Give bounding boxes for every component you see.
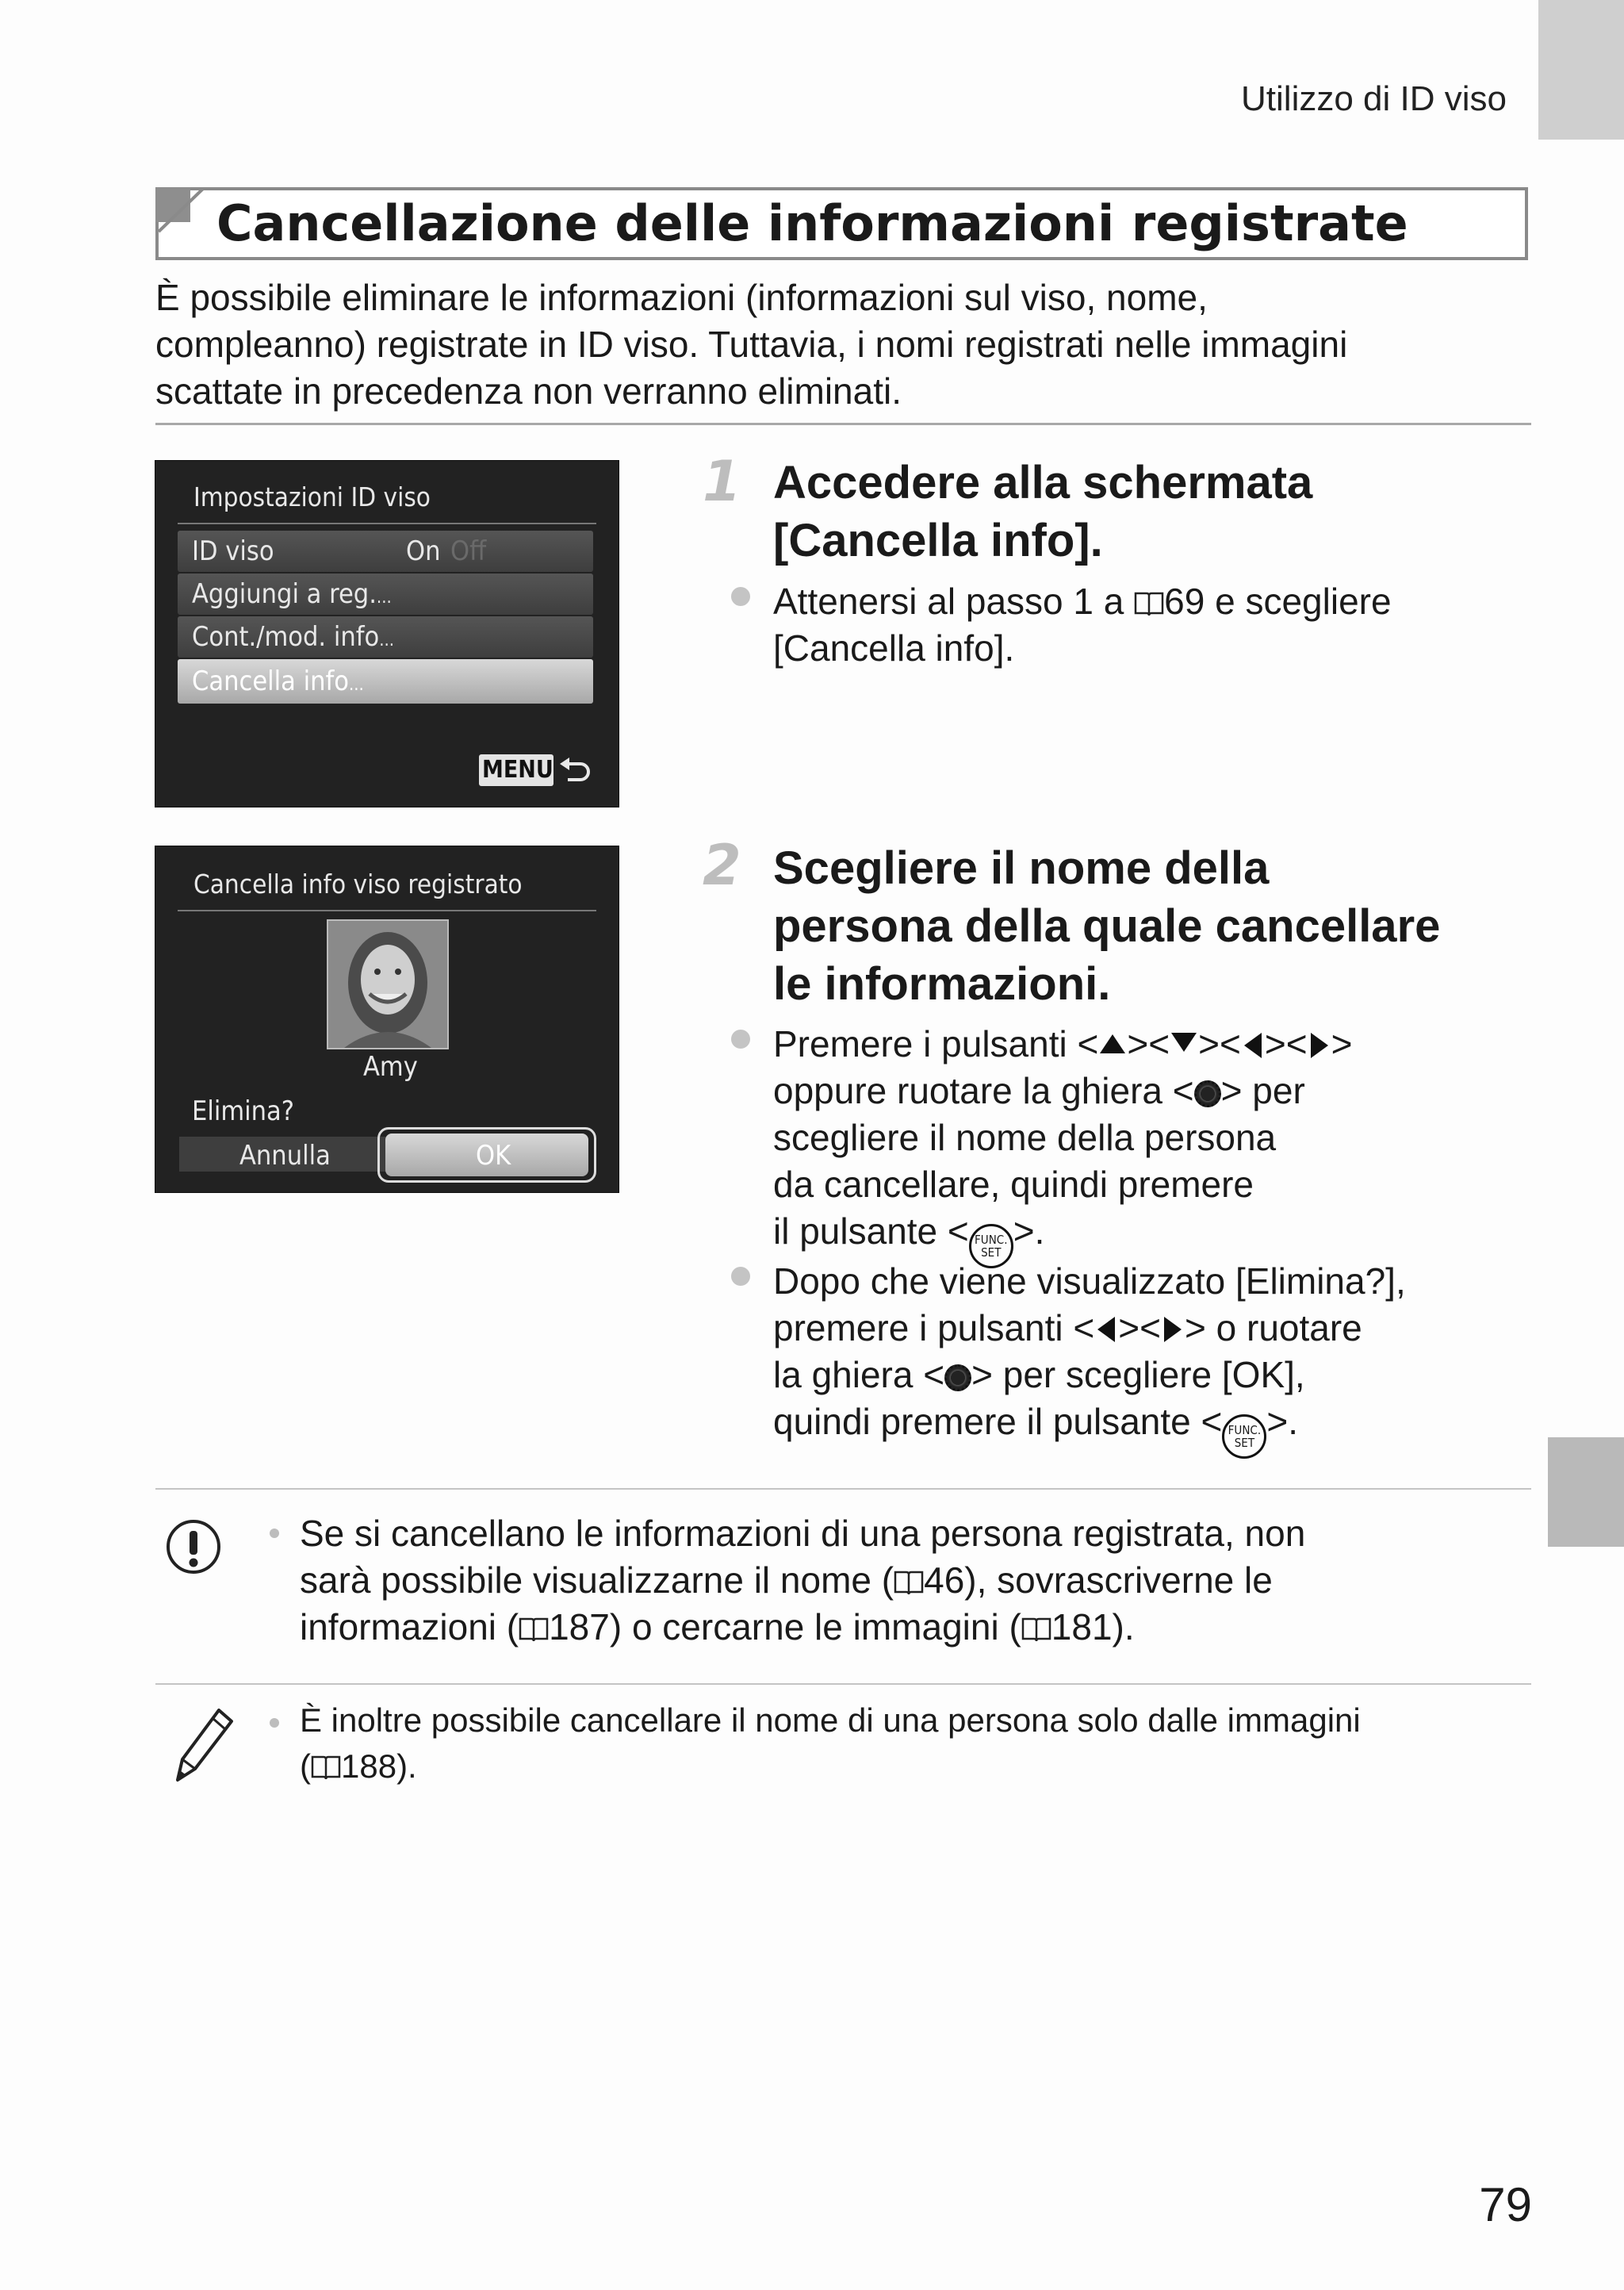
face-image [328,921,447,1048]
step-heading: Accedere alla schermata [Cancella info]. [773,457,1313,566]
person-name: Amy [363,1051,418,1083]
chapter-tab [1538,0,1624,140]
face-photo [327,919,449,1049]
book-icon [311,1754,341,1781]
func-set-icon: FUNC. SET [1222,1414,1266,1459]
bullet [731,587,750,606]
bullet [270,1529,279,1538]
bullet [731,1030,750,1049]
screen-title: Impostazioni ID viso [193,481,431,512]
page-number: 79 [1479,2178,1532,2231]
screen-title: Cancella info viso registrato [193,869,523,900]
caution-icon [165,1515,222,1578]
menu-row-label: Aggiungi a reg.... [192,578,392,610]
step-number: 1 [703,449,741,514]
step-instruction: Premere i pulsanti < >< >< >< > oppure ruotare la ghiera < > per scegliere il nome della persona da cancellare, quindi premere il pulsante < FUNC. SET>. [773,1021,1352,1268]
down-arrow-icon [1171,1033,1197,1052]
step-number: 2 [703,833,741,898]
cancel-button: Annulla [239,1140,331,1172]
menu-row-label: Cancella info... [192,666,364,697]
bullet [731,1267,750,1286]
func-set-icon: FUNC. SET [969,1224,1013,1268]
menu-row-label: Cont./mod. info... [192,621,395,653]
section-header: Utilizzo di ID viso [1241,79,1507,118]
screen-divider [178,910,596,911]
menu-row-value-off: Off [450,535,487,567]
up-arrow-icon [1100,1034,1125,1053]
menu-row-value: On [406,535,441,567]
left-arrow-icon [1097,1317,1115,1342]
bullet [270,1718,279,1728]
intro-paragraph: È possibile eliminare le informazioni (informazioni sul viso, nome, compleanno) registrate in ID viso. Tuttavia, i nomi registrati nelle immagini scattate in precedenza non verranno eliminati. [155,277,1348,412]
step-instruction: Dopo che viene visualizzato [Elimina?], premere i pulsanti < >< > o ruotare la ghiera < > per scegliere [OK], quindi premere il pulsante < FUNC. SET>. [773,1258,1406,1459]
control-dial-icon [1194,1080,1221,1107]
caution-text: Se si cancellano le informazioni di una persona registrata, non sarà possibile visualizzarne il nome ( 46), sovrascriverne le informazioni ( 187) o cercarne le immagini ( 181). [300,1513,1306,1647]
pencil-icon [171,1705,235,1785]
right-arrow-icon [1311,1033,1328,1058]
camera-screen-delete [155,846,619,1193]
book-icon [894,1569,924,1596]
delete-question: Elimina? [192,1095,294,1127]
ok-button: OK [476,1140,511,1172]
menu-row-label: ID viso [192,535,274,567]
page-title: Cancellazione delle informazioni registrate [216,194,1408,252]
title-corner-line [155,187,219,235]
step-instruction: Attenersi al passo 1 a 69 e scegliere [Cancella info]. [773,581,1392,669]
book-icon [1134,590,1164,617]
left-arrow-icon [1244,1033,1262,1058]
divider [155,1488,1531,1490]
divider [155,1683,1531,1685]
step-heading: Scegliere il nome della persona della quale cancellare le informazioni. [773,842,1441,1010]
menu-button-label: MENU [482,756,553,784]
camera-screen-settings [155,460,619,807]
book-icon [1021,1616,1051,1643]
book-icon [519,1616,549,1643]
right-arrow-icon [1164,1317,1182,1342]
return-icon [558,756,592,786]
divider [155,423,1531,425]
note-text: È inoltre possibile cancellare il nome di una persona solo dalle immagini ( 188). [300,1701,1361,1785]
control-dial-icon [944,1364,971,1391]
screen-divider [178,523,596,524]
chapter-tab-marker [1548,1437,1624,1547]
